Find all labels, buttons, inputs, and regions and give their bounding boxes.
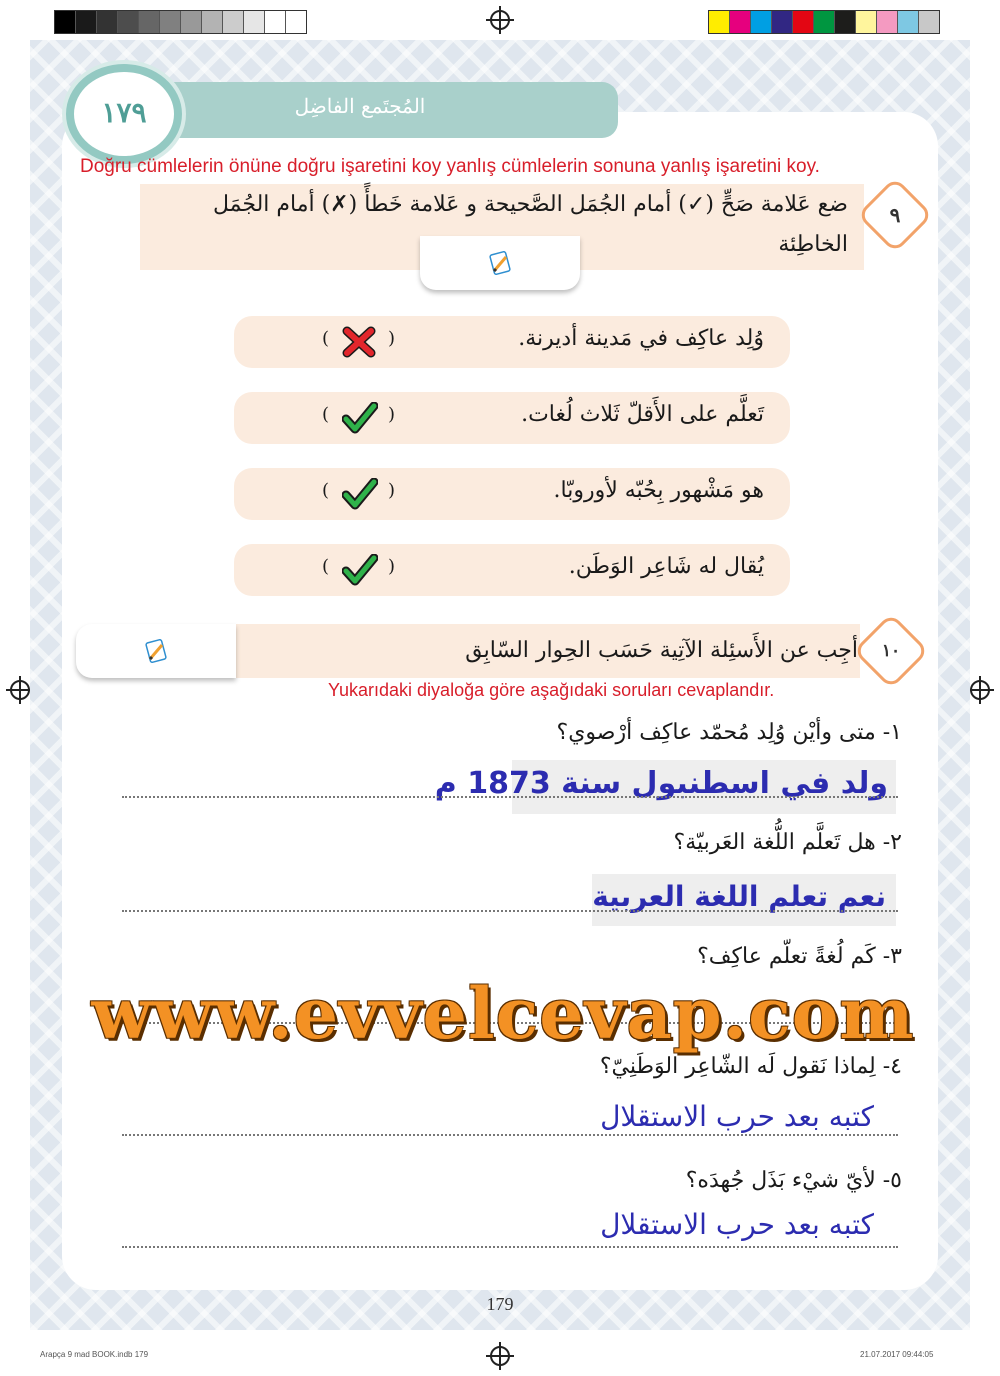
answer-mark-box[interactable]: ( ) (322, 552, 412, 588)
statement-row-3 (234, 468, 790, 520)
answer-line-5 (122, 1246, 898, 1248)
answer-line-4 (122, 1134, 898, 1136)
answer-mark-box[interactable]: ( ) (322, 476, 412, 512)
q9-number: ٩ (889, 203, 901, 227)
q9-write-tab (420, 236, 580, 290)
registration-mark-right (970, 680, 990, 700)
slug-timestamp: 21.07.2017 09:44:05 (860, 1350, 934, 1359)
q9-prompt-line1: ضع عَلامة صَحٍّ (✓) أمام الجُمَل الصَّحيحة و عَلامة خَطأً (✗) أمام الجُمَل (213, 192, 848, 217)
q9-prompt-line2: الخاطِئة (778, 232, 848, 257)
answer-5[interactable]: كتبه بعد حرب الاستقلال (600, 1208, 874, 1241)
answer-2[interactable]: نعم تعلم اللغة العربية (592, 880, 886, 913)
page-number-badge: ١٧٩ (66, 64, 182, 164)
answer-mark-box[interactable]: ( ) (322, 324, 412, 360)
question-1: ١- متى وأيْن وُلِد مُحمّد عاكِف أرْصوي؟ (556, 720, 902, 745)
correct-check-icon (342, 478, 378, 510)
statement-text: تَعلَّم على الأَقلّ ثَلاث لُغات. (521, 402, 764, 427)
answer-line-1 (122, 796, 898, 798)
statement-text: يُقال له شَاعِر الوَطَن. (568, 554, 764, 579)
statement-text: وُلِد عاكِف في مَدينة أديرنة. (518, 326, 764, 351)
grayscale-color-bar (54, 10, 307, 34)
answer-line-2 (122, 910, 898, 912)
correct-check-icon (342, 402, 378, 434)
statement-row-2 (234, 392, 790, 444)
pencil-paper-icon (486, 251, 514, 275)
q10-write-tab (76, 624, 236, 678)
page-number: 179 (486, 1294, 514, 1314)
statement-row-1 (234, 316, 790, 368)
wrong-cross-icon (342, 326, 376, 358)
unit-title: المُجتَمع الفاضِل (294, 94, 426, 118)
q10-turkish-instruction: Yukarıdaki diyaloğa göre aşağıdaki soruları cevaplandır. (328, 680, 775, 700)
answer-4[interactable]: كتبه بعد حرب الاستقلال (600, 1100, 874, 1133)
cmyk-color-bar (708, 10, 940, 34)
registration-mark-top (490, 10, 510, 30)
question-5: ٥- لأيّ شيْء بَذَل جُهدَه؟ (685, 1168, 902, 1193)
pencil-paper-icon (142, 639, 170, 663)
slug-file-info: Arapça 9 mad BOOK.indb 179 (40, 1350, 149, 1359)
question-2: ٢- هل تَعلَّم اللُّغة العَربيّة؟ (673, 830, 902, 855)
question-3: ٣- كَم لُغةً تعلّم عاكِف؟ (697, 944, 902, 969)
answer-1[interactable]: ولد في اسطنبول سنة 1873 م (434, 766, 888, 801)
question-4: ٤- لِماذا نَقول لَه الشّاعِر الوَطَنِيّ؟ (599, 1054, 902, 1079)
q10-prompt: أجِب عن الأَسئِلة الآتِية حَسَب الحِوار السّابِق (465, 638, 858, 663)
q10-number: ١٠ (881, 641, 901, 661)
correct-check-icon (342, 554, 378, 586)
registration-mark-left (10, 680, 30, 700)
registration-mark-bottom (490, 1346, 510, 1366)
answer-mark-box[interactable]: ( ) (322, 400, 412, 436)
q9-turkish-instruction: Doğru cümlelerin önüne doğru işaretini koy yanlış cümlelerin sonuna yanlış işaretini koy. (80, 156, 820, 177)
statement-text: هو مَشْهور بِحُبّه لأوروبّا. (553, 478, 764, 503)
site-watermark: www.evvelcevap.com (91, 972, 915, 1055)
statement-row-4 (234, 544, 790, 596)
